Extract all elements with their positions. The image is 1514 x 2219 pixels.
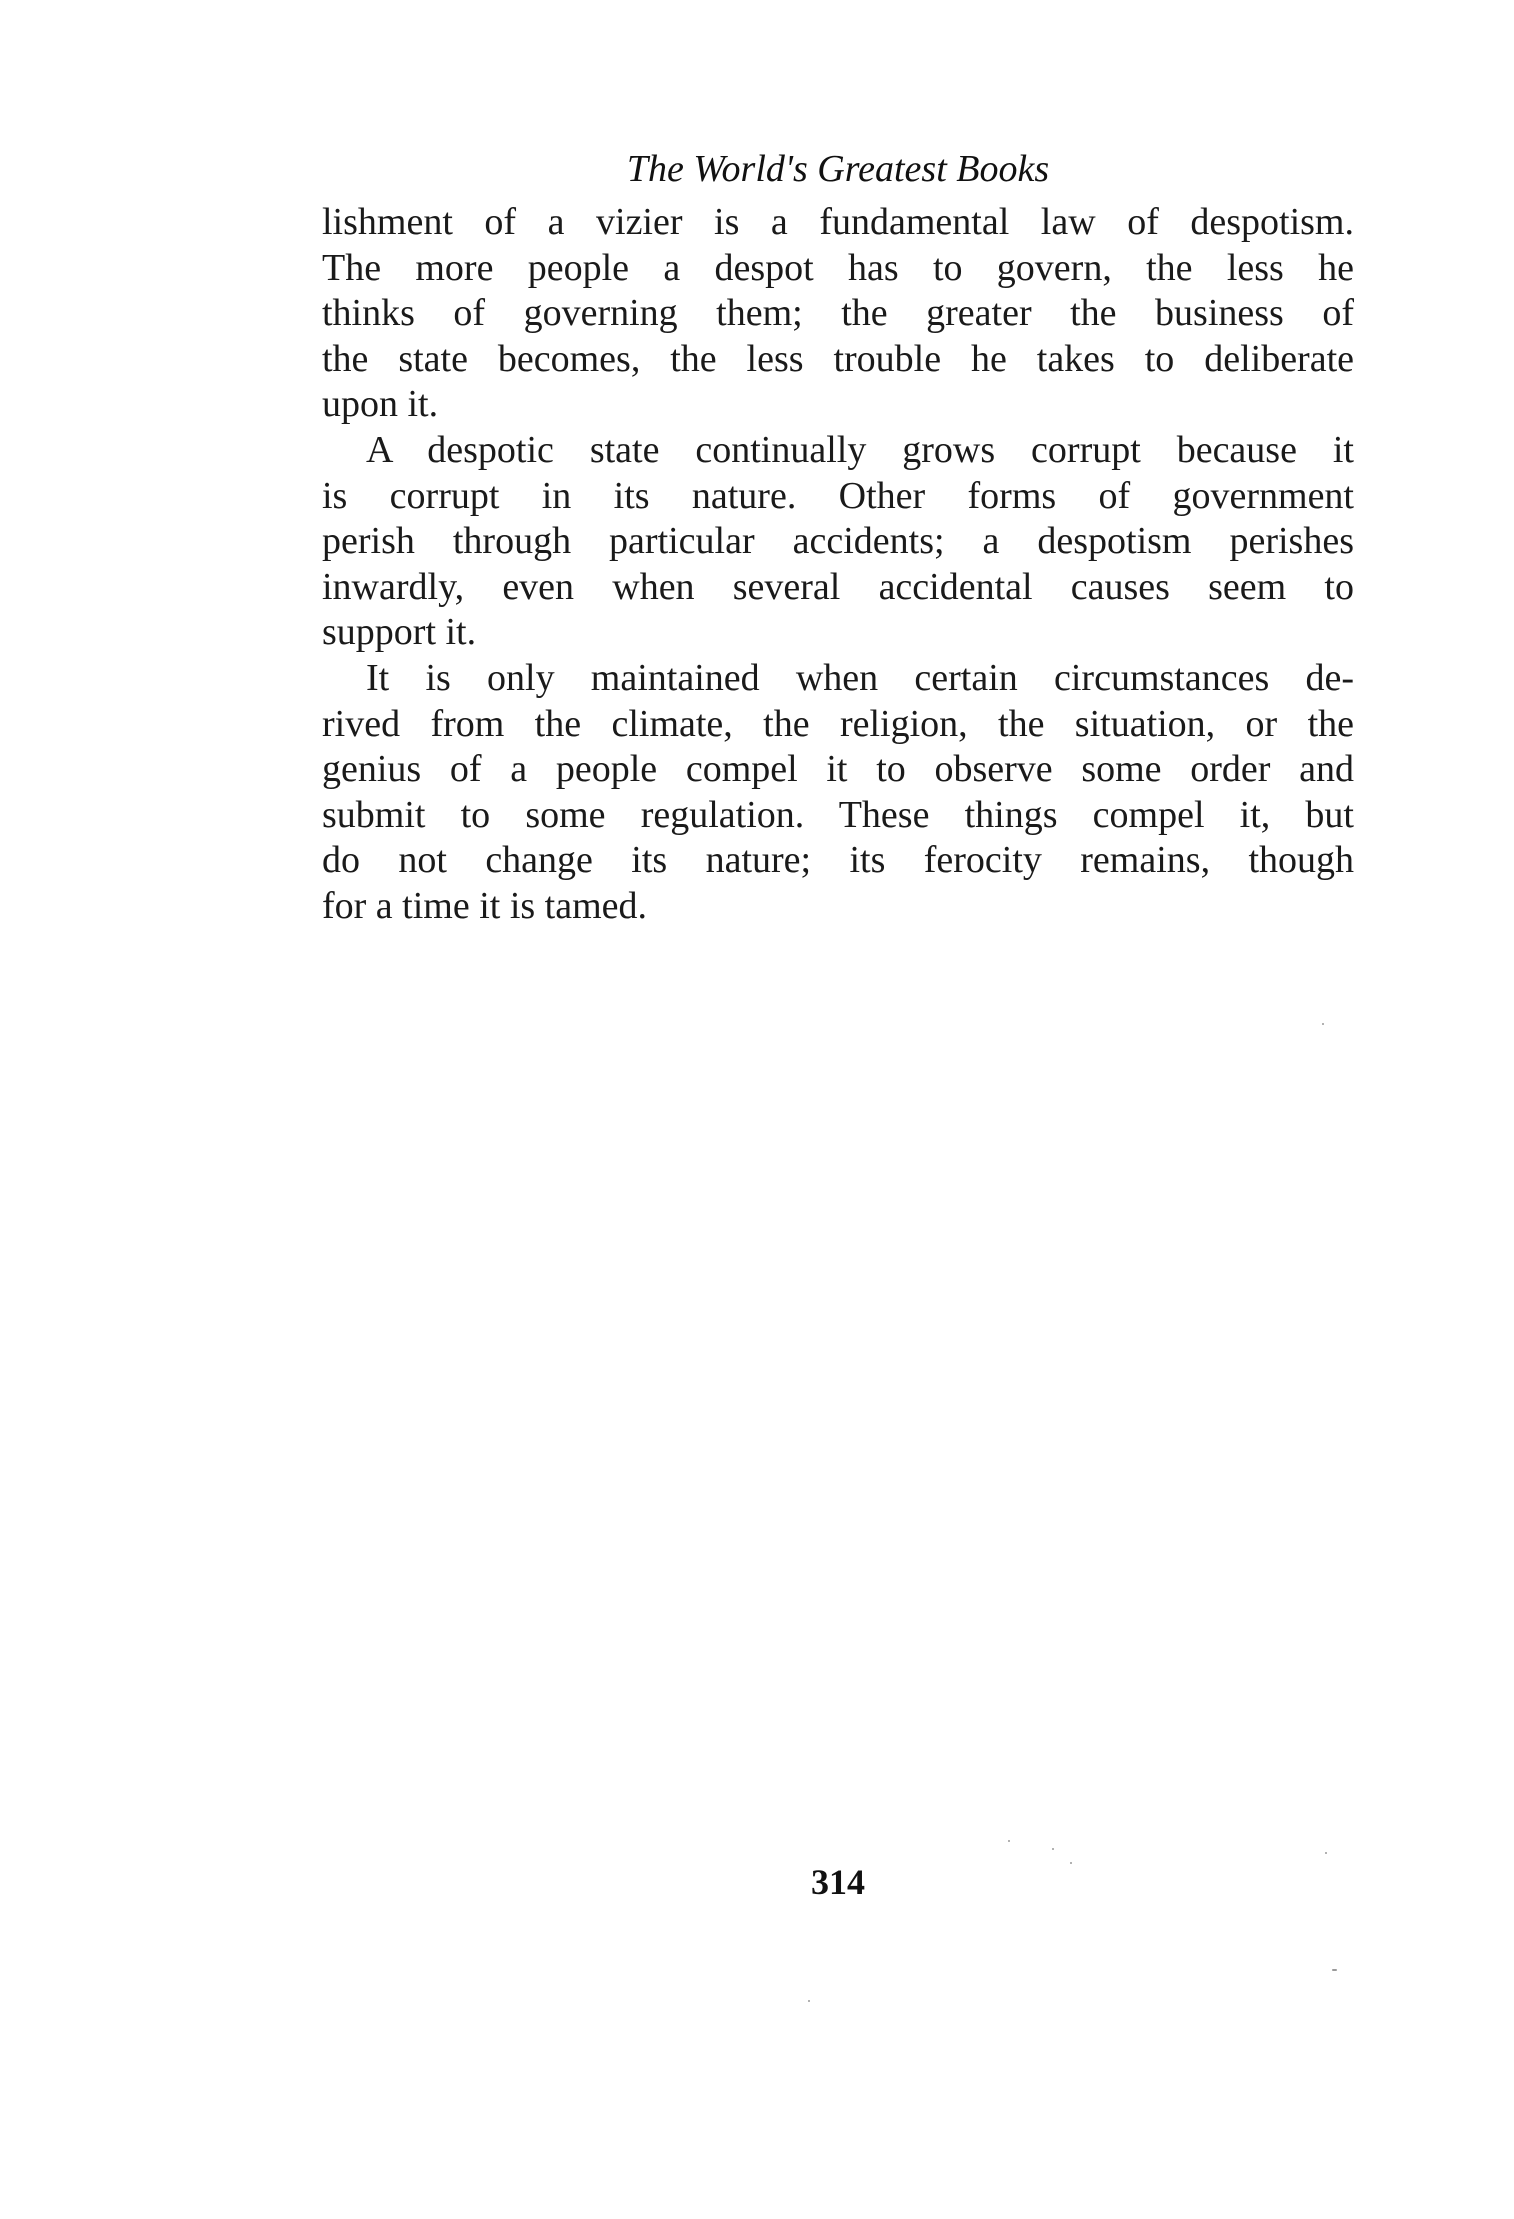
page-number: 314 (811, 1862, 865, 1902)
text-line: It is only maintained when certain circumstances de- (366, 656, 1354, 699)
scan-speck (1052, 1848, 1054, 1850)
text-line: rived from the climate, the religion, the situation, or the (322, 702, 1354, 745)
text-line: thinks of governing them; the greater the business of (322, 292, 1354, 335)
body-text (322, 200, 1354, 930)
scan-speck (1070, 1862, 1072, 1864)
running-head: The World's Greatest Books (626, 148, 1050, 190)
text-line: The more people a despot has to govern, the less he (322, 246, 1354, 289)
text-line: inwardly, even when several accidental causes seem to (322, 565, 1354, 608)
text-line: lishment of a vizier is a fundamental law of despotism. (322, 201, 1354, 243)
text-line: perish through particular accidents; a despotism perishes (322, 520, 1354, 563)
text-line: the state becomes, the less trouble he takes to deliberate (322, 337, 1354, 380)
scan-speck (1332, 1969, 1337, 1971)
scan-speck (808, 2000, 810, 2002)
text-line: is corrupt in its nature. Other forms of government (322, 474, 1354, 517)
text-line: genius of a people compel it to observe some order and (322, 748, 1354, 791)
text-line: do not change its nature; its ferocity remains, though (322, 839, 1354, 882)
text-line: for a time it is tamed. (322, 884, 648, 927)
text-line: upon it. (322, 383, 439, 426)
text-line: support it. (322, 611, 477, 654)
scan-speck (1325, 1852, 1327, 1854)
text-line: submit to some regulation. These things compel it, but (322, 793, 1354, 836)
scan-speck (1322, 1023, 1324, 1025)
text-line: A despotic state continually grows corrupt because it (366, 428, 1354, 471)
scan-speck (1008, 1840, 1010, 1842)
